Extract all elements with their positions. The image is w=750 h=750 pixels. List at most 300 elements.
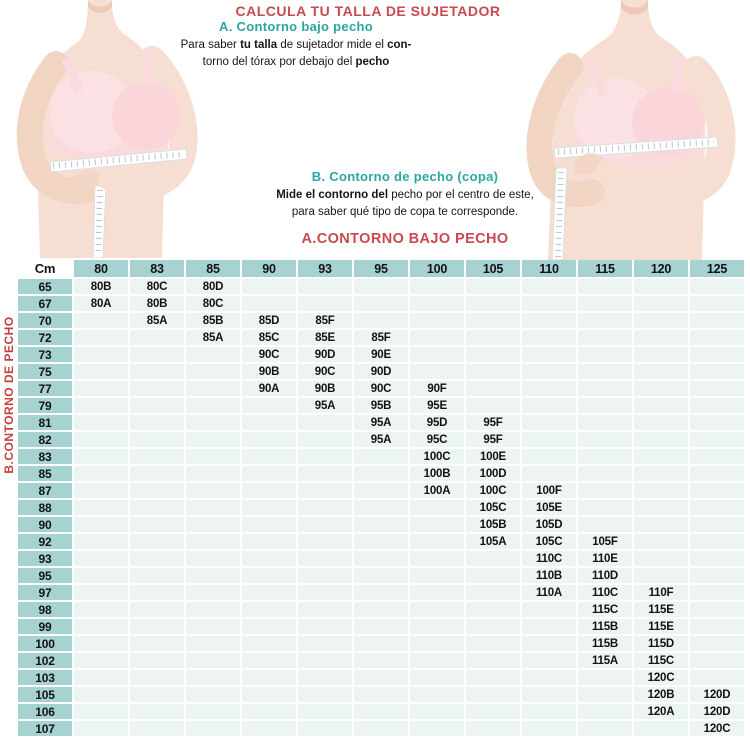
size-cell: 115A xyxy=(578,653,632,668)
empty-cell xyxy=(298,500,352,515)
size-cell: 85F xyxy=(298,313,352,328)
empty-cell xyxy=(74,364,128,379)
empty-cell xyxy=(578,279,632,294)
band-column-header: 125 xyxy=(690,260,744,277)
empty-cell xyxy=(186,670,240,685)
table-row xyxy=(18,602,744,617)
empty-cell xyxy=(466,296,520,311)
empty-cell xyxy=(690,432,744,447)
empty-cell xyxy=(298,466,352,481)
size-cell: 120A xyxy=(634,704,688,719)
empty-cell xyxy=(130,500,184,515)
empty-cell xyxy=(578,483,632,498)
empty-cell xyxy=(466,721,520,736)
size-cell: 90E xyxy=(354,347,408,362)
size-cell: 115D xyxy=(634,636,688,651)
empty-cell xyxy=(130,687,184,702)
empty-cell xyxy=(298,432,352,447)
empty-cell xyxy=(410,619,464,634)
empty-cell xyxy=(690,602,744,617)
size-cell: 110C xyxy=(578,585,632,600)
empty-cell xyxy=(466,585,520,600)
empty-cell xyxy=(130,483,184,498)
empty-cell xyxy=(690,653,744,668)
size-table xyxy=(16,258,746,738)
empty-cell xyxy=(298,619,352,634)
empty-cell xyxy=(634,466,688,481)
empty-cell xyxy=(466,551,520,566)
section-b-body xyxy=(255,187,555,221)
empty-cell xyxy=(186,636,240,651)
empty-cell xyxy=(690,585,744,600)
empty-cell xyxy=(410,500,464,515)
empty-cell xyxy=(186,551,240,566)
empty-cell xyxy=(466,381,520,396)
empty-cell xyxy=(74,585,128,600)
empty-cell xyxy=(298,653,352,668)
empty-cell xyxy=(690,279,744,294)
empty-cell xyxy=(74,619,128,634)
empty-cell xyxy=(74,313,128,328)
empty-cell xyxy=(578,313,632,328)
empty-cell xyxy=(410,347,464,362)
empty-cell xyxy=(522,619,576,634)
table-row xyxy=(18,449,744,464)
empty-cell xyxy=(522,381,576,396)
empty-cell xyxy=(466,636,520,651)
empty-cell xyxy=(522,364,576,379)
empty-cell xyxy=(634,483,688,498)
empty-cell xyxy=(354,653,408,668)
size-cell: 80B xyxy=(74,279,128,294)
size-cell: 120C xyxy=(690,721,744,736)
empty-cell xyxy=(298,568,352,583)
size-cell: 120D xyxy=(690,704,744,719)
empty-cell xyxy=(466,279,520,294)
empty-cell xyxy=(690,466,744,481)
table-row xyxy=(18,704,744,719)
empty-cell xyxy=(74,670,128,685)
empty-cell xyxy=(242,585,296,600)
table-row xyxy=(18,432,744,447)
empty-cell xyxy=(130,636,184,651)
table-row xyxy=(18,296,744,311)
empty-cell xyxy=(130,551,184,566)
section-a-line-1: Para saber tu talla de sujetador mide el con- xyxy=(180,39,412,51)
empty-cell xyxy=(354,296,408,311)
size-cell: 120C xyxy=(634,670,688,685)
empty-cell xyxy=(690,483,744,498)
table-row xyxy=(18,653,744,668)
underbust-row-header: 102 xyxy=(18,653,72,668)
size-cell: 95C xyxy=(410,432,464,447)
empty-cell xyxy=(410,534,464,549)
underbust-row-header: 73 xyxy=(18,347,72,362)
empty-cell xyxy=(466,687,520,702)
band-column-header: 80 xyxy=(74,260,128,277)
empty-cell xyxy=(354,449,408,464)
empty-cell xyxy=(74,449,128,464)
size-cell: 85B xyxy=(186,313,240,328)
empty-cell xyxy=(298,551,352,566)
empty-cell xyxy=(186,721,240,736)
empty-cell xyxy=(690,670,744,685)
band-column-header: 100 xyxy=(410,260,464,277)
empty-cell xyxy=(410,636,464,651)
size-cell: 90D xyxy=(354,364,408,379)
empty-cell xyxy=(410,330,464,345)
empty-cell xyxy=(466,670,520,685)
empty-cell xyxy=(298,585,352,600)
table-row xyxy=(18,347,744,362)
empty-cell xyxy=(354,687,408,702)
empty-cell xyxy=(74,687,128,702)
empty-cell xyxy=(74,500,128,515)
empty-cell xyxy=(522,721,576,736)
empty-cell xyxy=(298,279,352,294)
size-cell: 105D xyxy=(522,517,576,532)
empty-cell xyxy=(242,653,296,668)
empty-cell xyxy=(578,704,632,719)
empty-cell xyxy=(522,653,576,668)
empty-cell xyxy=(466,347,520,362)
size-cell: 110F xyxy=(634,585,688,600)
underbust-row-header: 85 xyxy=(18,466,72,481)
empty-cell xyxy=(410,653,464,668)
underbust-row-header: 97 xyxy=(18,585,72,600)
empty-cell xyxy=(522,313,576,328)
empty-cell xyxy=(634,551,688,566)
table-row xyxy=(18,568,744,583)
empty-cell xyxy=(186,364,240,379)
empty-cell xyxy=(74,466,128,481)
empty-cell xyxy=(690,500,744,515)
size-cell: 95A xyxy=(354,432,408,447)
empty-cell xyxy=(130,415,184,430)
size-cell: 110D xyxy=(578,568,632,583)
empty-cell xyxy=(690,313,744,328)
empty-cell xyxy=(354,551,408,566)
empty-cell xyxy=(298,517,352,532)
empty-cell xyxy=(186,432,240,447)
underbust-row-header: 95 xyxy=(18,568,72,583)
underbust-row-header: 90 xyxy=(18,517,72,532)
empty-cell xyxy=(74,415,128,430)
size-cell: 115E xyxy=(634,619,688,634)
empty-cell xyxy=(634,398,688,413)
size-cell: 115B xyxy=(578,619,632,634)
size-cell: 90C xyxy=(298,364,352,379)
empty-cell xyxy=(410,687,464,702)
section-bust xyxy=(255,169,555,221)
empty-cell xyxy=(186,398,240,413)
empty-cell xyxy=(690,330,744,345)
empty-cell xyxy=(186,381,240,396)
size-cell: 110E xyxy=(578,551,632,566)
size-cell: 110B xyxy=(522,568,576,583)
empty-cell xyxy=(130,432,184,447)
underbust-row-header: 67 xyxy=(18,296,72,311)
empty-cell xyxy=(634,415,688,430)
empty-cell xyxy=(354,500,408,515)
empty-cell xyxy=(410,704,464,719)
table-row xyxy=(18,585,744,600)
section-a-heading: A. Contorno bajo pecho xyxy=(219,19,373,34)
empty-cell xyxy=(186,449,240,464)
empty-cell xyxy=(242,398,296,413)
size-cell: 115C xyxy=(578,602,632,617)
size-cell: 95D xyxy=(410,415,464,430)
empty-cell xyxy=(298,296,352,311)
empty-cell xyxy=(578,449,632,464)
section-b-heading: B. Contorno de pecho (copa) xyxy=(311,169,499,184)
empty-cell xyxy=(242,296,296,311)
band-column-header: 115 xyxy=(578,260,632,277)
empty-cell xyxy=(634,364,688,379)
size-cell: 105B xyxy=(466,517,520,532)
empty-cell xyxy=(522,415,576,430)
size-cell: 80C xyxy=(130,279,184,294)
size-cell: 90A xyxy=(242,381,296,396)
empty-cell xyxy=(522,279,576,294)
band-column-header: 83 xyxy=(130,260,184,277)
size-cell: 80D xyxy=(186,279,240,294)
table-row xyxy=(18,517,744,532)
empty-cell xyxy=(354,279,408,294)
empty-cell xyxy=(354,313,408,328)
empty-cell xyxy=(690,449,744,464)
empty-cell xyxy=(130,721,184,736)
underbust-row-header: 88 xyxy=(18,500,72,515)
size-cell: 105E xyxy=(522,500,576,515)
size-cell: 100E xyxy=(466,449,520,464)
underbust-row-header: 65 xyxy=(18,279,72,294)
empty-cell xyxy=(186,534,240,549)
empty-cell xyxy=(130,568,184,583)
empty-cell xyxy=(690,517,744,532)
empty-cell xyxy=(298,449,352,464)
empty-cell xyxy=(186,568,240,583)
table-row xyxy=(18,415,744,430)
underbust-row-header: 93 xyxy=(18,551,72,566)
underbust-row-header: 105 xyxy=(18,687,72,702)
empty-cell xyxy=(634,381,688,396)
empty-cell xyxy=(186,704,240,719)
empty-cell xyxy=(410,721,464,736)
empty-cell xyxy=(354,636,408,651)
underbust-row-header: 81 xyxy=(18,415,72,430)
empty-cell xyxy=(242,415,296,430)
empty-cell xyxy=(354,704,408,719)
empty-cell xyxy=(242,483,296,498)
size-cell: 90B xyxy=(298,381,352,396)
empty-cell xyxy=(578,364,632,379)
size-cell: 80B xyxy=(130,296,184,311)
empty-cell xyxy=(634,432,688,447)
band-column-header: 93 xyxy=(298,260,352,277)
size-cell: 80C xyxy=(186,296,240,311)
size-cell: 100F xyxy=(522,483,576,498)
empty-cell xyxy=(522,398,576,413)
table-row xyxy=(18,279,744,294)
underbust-row-header: 72 xyxy=(18,330,72,345)
empty-cell xyxy=(242,466,296,481)
empty-cell xyxy=(298,704,352,719)
empty-cell xyxy=(522,636,576,651)
table-row xyxy=(18,313,744,328)
underbust-row-header: 103 xyxy=(18,670,72,685)
empty-cell xyxy=(186,500,240,515)
empty-cell xyxy=(578,517,632,532)
empty-cell xyxy=(522,704,576,719)
empty-cell xyxy=(130,381,184,396)
empty-cell xyxy=(242,551,296,566)
empty-cell xyxy=(242,636,296,651)
empty-cell xyxy=(410,568,464,583)
empty-cell xyxy=(690,398,744,413)
section-underbust xyxy=(146,19,446,71)
empty-cell xyxy=(522,449,576,464)
empty-cell xyxy=(186,602,240,617)
empty-cell xyxy=(690,381,744,396)
empty-cell xyxy=(578,381,632,396)
underbust-row-header: 79 xyxy=(18,398,72,413)
empty-cell xyxy=(690,415,744,430)
underbust-row-header: 98 xyxy=(18,602,72,617)
bust-measure-illustration xyxy=(518,0,750,260)
size-cell: 115E xyxy=(634,602,688,617)
empty-cell xyxy=(354,670,408,685)
table-row xyxy=(18,466,744,481)
table-row xyxy=(18,330,744,345)
empty-cell xyxy=(74,517,128,532)
empty-cell xyxy=(466,364,520,379)
table-row xyxy=(18,500,744,515)
empty-cell xyxy=(186,585,240,600)
table-row xyxy=(18,619,744,634)
empty-cell xyxy=(130,466,184,481)
size-cell: 95F xyxy=(466,432,520,447)
empty-cell xyxy=(522,432,576,447)
empty-cell xyxy=(242,279,296,294)
underbust-row-header: 70 xyxy=(18,313,72,328)
empty-cell xyxy=(130,330,184,345)
empty-cell xyxy=(242,619,296,634)
band-column-header: 95 xyxy=(354,260,408,277)
empty-cell xyxy=(466,398,520,413)
empty-cell xyxy=(466,330,520,345)
empty-cell xyxy=(410,296,464,311)
empty-cell xyxy=(410,551,464,566)
table-row xyxy=(18,534,744,549)
empty-cell xyxy=(466,568,520,583)
table-row xyxy=(18,721,744,736)
empty-cell xyxy=(634,296,688,311)
empty-cell xyxy=(354,517,408,532)
empty-cell xyxy=(186,415,240,430)
underbust-row-header: 100 xyxy=(18,636,72,651)
empty-cell xyxy=(298,415,352,430)
size-cell: 100D xyxy=(466,466,520,481)
size-cell: 100C xyxy=(410,449,464,464)
empty-cell xyxy=(354,619,408,634)
empty-cell xyxy=(74,721,128,736)
size-cell: 85D xyxy=(242,313,296,328)
size-cell: 110C xyxy=(522,551,576,566)
empty-cell xyxy=(522,602,576,617)
empty-cell xyxy=(74,653,128,668)
empty-cell xyxy=(242,500,296,515)
size-cell: 115C xyxy=(634,653,688,668)
size-cell: 105C xyxy=(466,500,520,515)
band-column-header: 85 xyxy=(186,260,240,277)
table-header-row xyxy=(18,260,744,277)
empty-cell xyxy=(242,602,296,617)
band-column-header: 110 xyxy=(522,260,576,277)
empty-cell xyxy=(242,687,296,702)
size-cell: 95B xyxy=(354,398,408,413)
size-cell: 95F xyxy=(466,415,520,430)
empty-cell xyxy=(186,653,240,668)
size-cell: 85E xyxy=(298,330,352,345)
empty-cell xyxy=(578,466,632,481)
empty-cell xyxy=(410,670,464,685)
size-cell: 100B xyxy=(410,466,464,481)
empty-cell xyxy=(522,296,576,311)
empty-cell xyxy=(634,347,688,362)
empty-cell xyxy=(74,551,128,566)
empty-cell xyxy=(298,483,352,498)
size-cell: 90C xyxy=(354,381,408,396)
empty-cell xyxy=(130,585,184,600)
underbust-row-header: 83 xyxy=(18,449,72,464)
underbust-row-header: 87 xyxy=(18,483,72,498)
empty-cell xyxy=(298,687,352,702)
empty-cell xyxy=(74,330,128,345)
empty-cell xyxy=(186,687,240,702)
empty-cell xyxy=(522,330,576,345)
empty-cell xyxy=(354,466,408,481)
empty-cell xyxy=(130,619,184,634)
empty-cell xyxy=(130,517,184,532)
empty-cell xyxy=(522,466,576,481)
empty-cell xyxy=(578,347,632,362)
empty-cell xyxy=(578,670,632,685)
size-cell: 90F xyxy=(410,381,464,396)
empty-cell xyxy=(186,517,240,532)
empty-cell xyxy=(242,721,296,736)
table-row xyxy=(18,551,744,566)
size-cell: 90D xyxy=(298,347,352,362)
empty-cell xyxy=(74,432,128,447)
empty-cell xyxy=(578,330,632,345)
empty-cell xyxy=(130,449,184,464)
empty-cell xyxy=(522,670,576,685)
underbust-row-header: 99 xyxy=(18,619,72,634)
empty-cell xyxy=(130,653,184,668)
empty-cell xyxy=(130,670,184,685)
empty-cell xyxy=(74,636,128,651)
empty-cell xyxy=(634,721,688,736)
empty-cell xyxy=(578,500,632,515)
underbust-row-header: 75 xyxy=(18,364,72,379)
section-a-line-2: torno del tórax por debajo del pecho xyxy=(202,56,390,68)
empty-cell xyxy=(466,653,520,668)
empty-cell xyxy=(410,279,464,294)
empty-cell xyxy=(466,619,520,634)
empty-cell xyxy=(242,670,296,685)
table-row xyxy=(18,398,744,413)
